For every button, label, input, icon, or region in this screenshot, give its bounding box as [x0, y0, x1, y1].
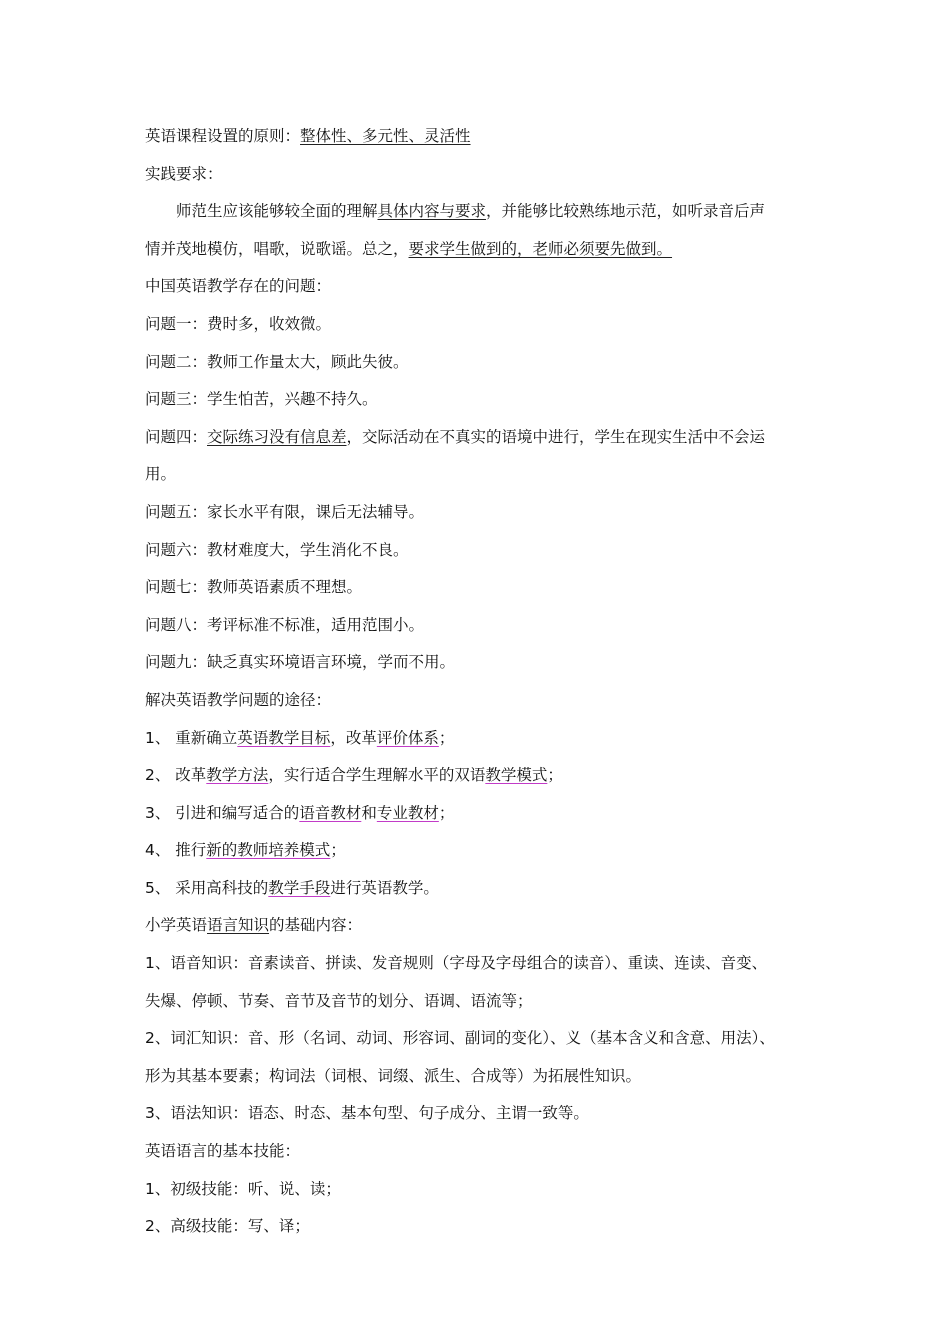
skills-heading: 英语语言的基本技能：	[145, 1142, 301, 1161]
solution-text: 1、 重新确立	[145, 728, 238, 747]
solution-text: 进行英语教学。	[330, 878, 439, 897]
knowledge-item: 2、词汇知识：音、形（名词、动词、形容词、副词的变化）、义（基本含义和含意、用法）、	[145, 1029, 775, 1048]
solution-keyword: 教学方法	[206, 766, 269, 785]
solution-item	[145, 870, 815, 908]
solution-keyword: 评价体系	[376, 728, 439, 747]
knowledge-item-continued: 形为其基本要素；构词法（词根、词缀、派生、合成等）为拓展性知识。	[145, 1066, 642, 1085]
solution-item	[145, 720, 815, 758]
knowledge-item: 1、语音知识：音素读音、拼读、发音规则（字母及字母组合的读音）、重读、连读、音变、	[145, 954, 768, 973]
practice-heading: 实践要求：	[145, 164, 223, 183]
solution-keyword: 语音教材	[299, 803, 362, 822]
problem-item: 问题一：费时多，收效微。	[145, 314, 332, 333]
problem-item: 问题五：家长水平有限，课后无法辅导。	[145, 502, 425, 521]
practice-underline: 要求学生做到的，老师必须要先做到。	[408, 239, 673, 258]
solution-text: ；	[547, 766, 563, 785]
solution-text: 5、 采用高科技的	[145, 878, 269, 897]
knowledge-heading-underline: 语言知识	[207, 916, 270, 935]
problem-item: 问题六：教材难度大，学生消化不良。	[145, 540, 409, 559]
skill-item: 2、高级技能：写、译；	[145, 1217, 310, 1236]
solution-keyword: 专业教材	[376, 803, 439, 822]
knowledge-heading	[145, 907, 815, 945]
solution-text: ；	[438, 728, 455, 747]
knowledge-item-continued: 失爆、停顿、节奏、音节及音节的划分、语调、语流等；	[145, 991, 533, 1010]
solution-item	[145, 757, 815, 795]
problem-item	[145, 419, 815, 457]
solutions-heading: 解决英语教学问题的途径：	[145, 690, 332, 709]
knowledge-item: 3、语法知识：语态、时态、基本句型、句子成分、主谓一致等。	[145, 1104, 589, 1123]
problem-item: 问题七：教师英语素质不理想。	[145, 578, 363, 597]
practice-text: 情并茂地模仿，唱歌，说歌谣。总之，	[145, 239, 409, 258]
solution-text: 2、 改革	[145, 766, 207, 785]
problem-item-continued: 用。	[145, 465, 177, 484]
practice-underline: 具体内容与要求	[377, 202, 487, 221]
practice-line-1	[145, 193, 815, 231]
solution-keyword: 英语教学目标	[237, 728, 331, 747]
knowledge-heading-text: 小学英语	[145, 916, 208, 935]
skill-item: 1、初级技能：听、说、读；	[145, 1179, 341, 1198]
problems-heading: 中国英语教学存在的问题：	[145, 277, 332, 296]
solution-keyword: 教学模式	[485, 766, 548, 785]
solution-item	[145, 832, 815, 870]
solution-text: 4、 推行	[145, 841, 207, 860]
principles-line	[145, 118, 815, 156]
knowledge-heading-text: 的基础内容：	[269, 916, 363, 935]
solution-text: ；	[438, 803, 455, 822]
document-body	[145, 118, 815, 1246]
problem-item: 问题二：教师工作量太大，顾此失彼。	[145, 352, 409, 371]
problem-item: 问题三：学生怕苦，兴趣不持久。	[145, 390, 378, 409]
solution-keyword: 教学手段	[268, 878, 331, 897]
solution-text: ，实行适合学生理解水平的双语	[268, 766, 486, 785]
problem-item: 问题八：考评标准不标准，适用范围小。	[145, 615, 425, 634]
practice-line-2	[145, 231, 815, 269]
solution-text: ；	[330, 841, 346, 860]
solution-keyword: 新的教师培养模式	[206, 841, 331, 860]
solution-text: ，改革	[330, 728, 377, 747]
problem-text: ，交际活动在不真实的语境中进行，学生在现实生活中不会运	[346, 427, 766, 446]
problem-underline: 交际练习没有信息差	[207, 427, 347, 446]
practice-text: 师范生应该能够较全面的理解	[176, 202, 378, 221]
problem-item: 问题九：缺乏真实环境语言环境，学而不用。	[145, 653, 456, 672]
solution-text: 和	[361, 803, 377, 822]
principles-value: 整体性、多元性、灵活性	[300, 127, 471, 145]
solution-item	[145, 795, 815, 833]
problem-label: 问题四：	[145, 427, 208, 446]
principles-label: 英语课程设置的原则：	[145, 127, 301, 145]
practice-text: ，并能够比较熟练地示范，如听录音后声	[486, 202, 766, 221]
solution-text: 3、 引进和编写适合的	[145, 803, 300, 822]
